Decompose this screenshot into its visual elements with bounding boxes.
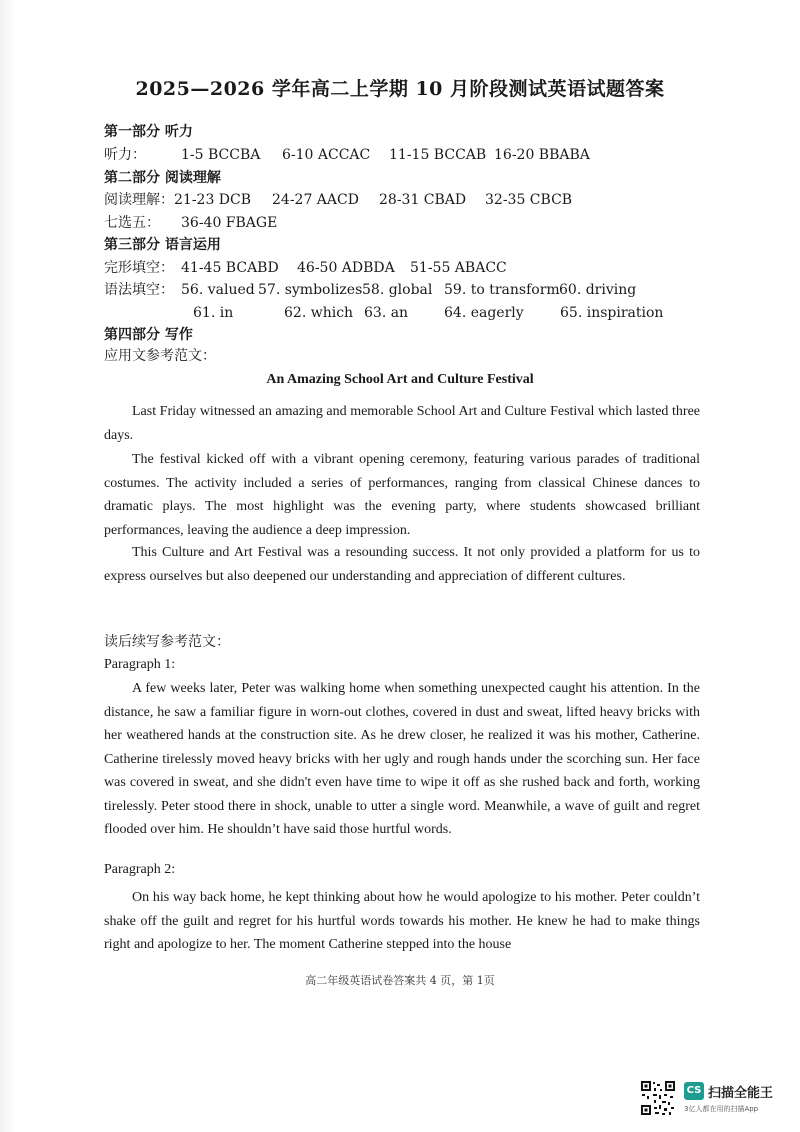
- grammar-label: 语法填空：: [104, 282, 174, 298]
- seven-choose-five-row: [104, 213, 624, 233]
- grammar-answer: 57. symbolizes: [258, 282, 363, 298]
- answer-group: 51-55 ABACC: [410, 260, 507, 276]
- grammar-answer: 63. an: [364, 305, 409, 321]
- paragraph2-text: On his way back home, he kept thinking about how he would apologize to his mother. Peter couldn’t shake off the guilt and regret for his hurtful words towards his mother. He knew he had to make things right and apologize to her. The moment Catherine stepped into the house: [104, 890, 700, 952]
- part1-heading: 第一部分 听力: [104, 124, 193, 140]
- reading-row: [104, 190, 624, 210]
- grammar-answer: 64. eagerly: [444, 305, 524, 321]
- grammar-row-2: [104, 303, 684, 323]
- listening-row: [104, 145, 624, 165]
- scanner-watermark: [640, 1080, 790, 1120]
- paragraph2-label: Paragraph 2:: [104, 862, 176, 877]
- grammar-answer: 56. valued: [181, 282, 255, 298]
- essay-paragraph: Last Friday witnessed an amazing and memorable School Art and Culture Festival which lasted three days.: [104, 404, 700, 443]
- answer-group: 1-5 BCCBA: [181, 147, 261, 163]
- answer-group: 28-31 CBAD: [379, 192, 467, 208]
- answer-group: 46-50 ADBDA: [297, 260, 395, 276]
- answer-group: 36-40 FBAGE: [181, 215, 278, 231]
- essay-paragraph: The festival kicked off with a vibrant opening ceremony, featuring various parades of traditional costumes. The activity included a series of performances, ranging from classical Chinese dances to dramatic plays. The most highlight was the evening party, where students showcased brilliant performances, leaving the audience a deep impression.: [104, 452, 700, 538]
- page-title: 2025—2026 学年高二上学期 10 月阶段测试英语试题答案: [135, 78, 665, 100]
- answer-group: 16-20 BBABA: [494, 147, 590, 163]
- part3-heading: 第三部分 语言运用: [104, 237, 221, 253]
- page-footer: 高二年级英语试卷答案共 4 页，第 1页: [305, 974, 495, 987]
- essay-title: An Amazing School Art and Culture Festival: [266, 372, 534, 387]
- part2-heading: 第二部分 阅读理解: [104, 170, 221, 186]
- answer-group: 24-27 AACD: [272, 192, 359, 208]
- grammar-answer: 58. global: [362, 282, 433, 298]
- paragraph1-label: Paragraph 1:: [104, 657, 176, 672]
- scanner-app-name: 扫描全能王: [708, 1086, 774, 1101]
- listening-label: 听力：: [104, 147, 146, 163]
- answer-group: 6-10 ACCAC: [282, 147, 371, 163]
- camscanner-logo-icon: CS: [684, 1082, 704, 1100]
- grammar-answer: 60. driving: [559, 282, 637, 298]
- answer-group: 32-35 CBCB: [485, 192, 573, 208]
- grammar-answer: 59. to transform: [444, 282, 560, 298]
- grammar-answer: 62. which: [284, 305, 354, 321]
- answer-group: 11-15 BCCAB: [389, 147, 487, 163]
- page-edge-shadow: [0, 0, 16, 1132]
- cloze-row: [104, 258, 624, 278]
- seven-choose-five-label: 七选五：: [104, 215, 160, 231]
- continuation-writing-label: 读后续写参考范文：: [104, 634, 230, 650]
- part4-heading: 第四部分 写作: [104, 327, 193, 343]
- grammar-answer: 61. in: [193, 305, 234, 321]
- answer-group: 21-23 DCB: [174, 192, 252, 208]
- essay-paragraph: This Culture and Art Festival was a resounding success. It not only provided a platform for us to express ourselves but also deepened our understanding and appreciation of different cultures.: [104, 545, 700, 584]
- practical-writing-label: 应用文参考范文：: [104, 348, 216, 364]
- qr-code-icon: [640, 1080, 676, 1116]
- scanner-tagline: 3亿人都在用的扫描App: [684, 1105, 759, 1113]
- answer-group: 41-45 BCABD: [181, 260, 279, 276]
- grammar-answer: 65. inspiration: [560, 305, 664, 321]
- grammar-row-1: [104, 280, 684, 300]
- cloze-label: 完形填空：: [104, 260, 174, 276]
- reading-label: 阅读理解：: [104, 192, 174, 208]
- paragraph1-text: A few weeks later, Peter was walking home when something unexpected caught his attention. In the distance, he saw a familiar figure in worn-out clothes, covered in dust and sweat, lifted heavy bricks with her weathered hands at the construction site. As he drew closer, he realized it was his mother, Catherine. Catherine tirelessly moved heavy bricks with her ugly and rough hands under the scorching sun. Her face was covered in sweat, and she didn't even have time to wipe it off as she rushed back and forth, working tirelessly. Peter stood there in shock, unable to utter a single word. Meanwhile, a wave of guilt and regret flooded over him. He shouldn’t have said those hurtful words.: [104, 681, 700, 837]
